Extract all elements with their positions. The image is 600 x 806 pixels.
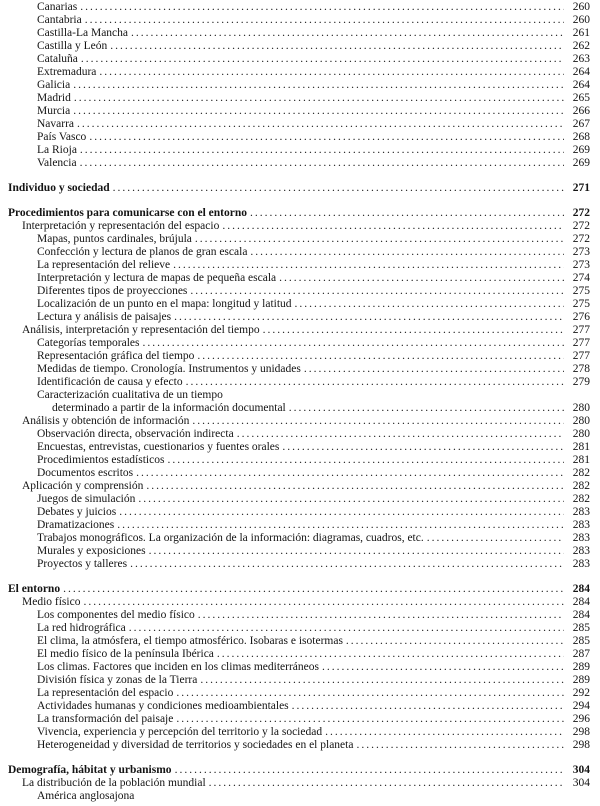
toc-entry-label: La representación del espacio: [37, 687, 174, 699]
toc-entry: [22, 415, 590, 428]
toc-entry-page: 261: [572, 27, 590, 39]
toc-entry: [37, 27, 590, 40]
toc-entry: [37, 454, 590, 467]
dot-leader: [119, 506, 564, 519]
toc-entry: [37, 376, 590, 389]
toc-entry-label: Demografía, hábitat y urbanismo: [8, 764, 172, 776]
toc-entry-page: 283: [572, 558, 590, 570]
toc-entry-label: Trabajos monográficos. La organización de la información: diagramas, cuadros, etc.: [37, 532, 424, 544]
dot-leader: [167, 454, 564, 467]
toc-entry-label: Castilla-La Mancha: [37, 27, 129, 39]
toc-entry-page: 287: [572, 648, 590, 660]
toc-entry-label: Confección y lectura de planos de gran escala: [37, 246, 248, 258]
toc-entry: [8, 207, 590, 220]
toc-entry-page: 266: [572, 105, 590, 117]
toc-entry-page: 262: [572, 40, 590, 52]
toc-entry-page: 272: [572, 207, 590, 219]
toc-entry-page: 296: [572, 713, 590, 725]
dot-leader: [346, 635, 564, 648]
toc-entry-page: 298: [572, 726, 590, 738]
toc-entry: [8, 764, 590, 777]
toc-entry: [37, 131, 590, 144]
toc-entry: [37, 285, 590, 298]
toc-entry-page: 281: [572, 441, 590, 453]
toc-entry-label: Identificación de causa y efecto: [37, 376, 183, 388]
toc-entry-page: 284: [572, 596, 590, 608]
toc-entry-page: 284: [572, 583, 590, 595]
dot-leader: [113, 182, 564, 195]
toc-entry-page: 269: [572, 157, 590, 169]
toc-entry-page: 263: [572, 53, 590, 65]
toc-entry-label: Lectura y análisis de paisajes: [37, 311, 172, 323]
toc-entry-label: Categorías temporales: [37, 337, 140, 349]
toc-entry-label: Interpretación y representación del espacio: [22, 220, 220, 232]
toc-entry: [37, 532, 590, 545]
dot-leader: [222, 220, 564, 233]
toc-entry-page: 277: [572, 337, 590, 349]
toc-entry-label: Los climas. Factores que inciden en los climas mediterráneos: [37, 661, 319, 673]
toc-entry-page: 280: [572, 428, 590, 440]
dot-leader: [131, 27, 564, 40]
toc-entry: [37, 726, 590, 739]
toc-entry-page: 294: [572, 700, 590, 712]
toc-entry: [37, 506, 590, 519]
toc-entry-label: Medio físico: [22, 596, 81, 608]
dot-leader: [217, 648, 564, 661]
dot-leader: [74, 92, 564, 105]
toc-entry: [37, 558, 590, 571]
toc-entry-page: 289: [572, 674, 590, 686]
toc-entry: [37, 92, 590, 105]
toc-entry-page: 276: [572, 311, 590, 323]
toc-entry-page: 285: [572, 622, 590, 634]
dot-leader: [85, 14, 564, 27]
toc-entry-label: La representación del relieve: [37, 259, 171, 271]
toc-entry-page: 267: [572, 118, 590, 130]
toc-entry-label: País Vasco: [37, 131, 87, 143]
toc-entry: [22, 596, 590, 609]
toc-entry-label: Murcia: [37, 105, 71, 117]
toc-entry: [37, 272, 590, 285]
toc-entry-label: La Rioja: [37, 144, 77, 156]
dot-leader: [250, 246, 564, 259]
toc-entry: [37, 363, 590, 376]
toc-entry-label: Representación gráfica del tiempo: [37, 350, 195, 362]
toc-entry-label: Cataluña: [37, 53, 78, 65]
dot-leader: [325, 726, 564, 739]
toc-entry: [22, 480, 590, 493]
dot-leader: [73, 105, 564, 118]
toc-entry-label: Navarra: [37, 118, 75, 130]
toc-entry: [8, 583, 590, 596]
toc-entry-label: Individuo y sociedad: [8, 182, 110, 194]
dot-leader: [200, 674, 564, 687]
toc-entry: [37, 713, 590, 726]
dot-leader: [250, 207, 564, 220]
toc-entry-label: determinado a partir de la información documental: [52, 402, 286, 414]
toc-entry: [37, 144, 590, 157]
toc-entry: [37, 14, 590, 27]
dot-leader: [195, 233, 564, 246]
toc-entry: [37, 311, 590, 324]
dot-leader: [89, 131, 564, 144]
toc-entry-page: 271: [572, 182, 590, 194]
toc-entry-label: Castilla y León: [37, 40, 108, 52]
toc-entry: [37, 519, 590, 532]
toc-entry-label: Observación directa, observación indirecta: [37, 428, 234, 440]
toc-entry-page: 268: [572, 131, 590, 143]
toc-entry: [37, 467, 590, 480]
toc-entry: [37, 635, 590, 648]
toc-entry-label: La red hidrográfica: [37, 622, 126, 634]
toc-entry: [37, 661, 590, 674]
toc-entry: [8, 182, 590, 195]
toc-entry-page: 274: [572, 272, 590, 284]
toc-entry-label: Debates y juicios: [37, 506, 117, 518]
toc-entry-label: Madrid: [37, 92, 71, 104]
dot-leader: [209, 777, 564, 790]
toc-entry-page: 282: [572, 480, 590, 492]
toc-entry: [37, 648, 590, 661]
dot-leader: [136, 467, 564, 480]
toc-entry-label: La transformación del paisaje: [37, 713, 174, 725]
toc-entry-page: 283: [572, 519, 590, 531]
dot-leader: [186, 376, 564, 389]
toc-entry: [22, 324, 590, 337]
toc-entry: [37, 259, 590, 272]
toc-entry: [37, 493, 590, 506]
toc-entry-page: 282: [572, 493, 590, 505]
table-of-contents: [8, 1, 590, 803]
toc-entry: [22, 220, 590, 233]
toc-entry: [37, 609, 590, 622]
dot-leader: [143, 337, 564, 350]
toc-entry-page: 289: [572, 661, 590, 673]
toc-entry-page: 275: [572, 298, 590, 310]
dot-leader: [289, 402, 564, 415]
toc-entry-label: El medio físico de la península Ibérica: [37, 648, 214, 660]
toc-entry-label: Caracterización cualitativa de un tiempo: [37, 389, 223, 401]
toc-entry-label: Valencia: [37, 157, 77, 169]
toc-entry-label: División física y zonas de la Tierra: [37, 674, 198, 686]
toc-entry-page: 272: [572, 220, 590, 232]
dot-leader: [190, 285, 564, 298]
dot-leader: [130, 558, 564, 571]
toc-entry: [37, 389, 590, 402]
dot-leader: [427, 532, 564, 545]
toc-entry-label: Diferentes tipos de proyecciones: [37, 285, 188, 297]
dot-leader: [197, 350, 564, 363]
toc-entry-label: El clima, la atmósfera, el tiempo atmosférico. Isobaras e isotermas: [37, 635, 343, 647]
toc-entry-label: Heterogeneidad y diversidad de territorios y sociedades en el planeta: [37, 739, 354, 751]
dot-leader: [192, 415, 564, 428]
dot-leader: [73, 79, 564, 92]
toc-entry-page: 304: [572, 764, 590, 776]
dot-leader: [81, 53, 564, 66]
toc-entry: [37, 246, 590, 259]
toc-entry-label: Extremadura: [37, 66, 97, 78]
toc-entry: [37, 53, 590, 66]
toc-entry-page: 282: [572, 467, 590, 479]
toc-entry-label: Mapas, puntos cardinales, brújula: [37, 233, 192, 245]
dot-leader: [263, 324, 564, 337]
toc-entry-page: 260: [572, 14, 590, 26]
toc-entry-page: 273: [572, 259, 590, 271]
dot-leader: [176, 687, 564, 700]
toc-entry-label: Murales y exposiciones: [37, 545, 146, 557]
toc-entry-page: 265: [572, 92, 590, 104]
dot-leader: [99, 66, 564, 79]
dot-leader: [83, 596, 564, 609]
toc-entry-label: Análisis, interpretación y representación del tiempo: [22, 324, 260, 336]
dot-leader: [176, 713, 564, 726]
toc-entry: [37, 66, 590, 79]
dot-leader: [175, 764, 564, 777]
toc-entry-label: Vivencia, experiencia y percepción del territorio y la sociedad: [37, 726, 323, 738]
toc-entry-page: 285: [572, 635, 590, 647]
toc-entry-page: 269: [572, 144, 590, 156]
toc-entry-label: América anglosajona: [37, 790, 135, 802]
toc-entry: [37, 674, 590, 687]
toc-entry-page: 280: [572, 402, 590, 414]
toc-entry: [37, 350, 590, 363]
toc-entry: [37, 298, 590, 311]
toc-entry-page: 264: [572, 79, 590, 91]
toc-entry-label: Procedimientos para comunicarse con el entorno: [8, 207, 248, 219]
dot-leader: [237, 428, 564, 441]
toc-entry: [37, 79, 590, 92]
toc-entry: [37, 118, 590, 131]
toc-entry-page: 283: [572, 532, 590, 544]
toc-entry: [37, 1, 590, 14]
toc-entry-page: 280: [572, 415, 590, 427]
toc-entry: [37, 700, 590, 713]
toc-entry-page: 277: [572, 324, 590, 336]
dot-leader: [117, 519, 564, 532]
toc-entry-label: Procedimientos estadísticos: [37, 454, 165, 466]
toc-entry-label: Aplicación y comprensión: [22, 480, 144, 492]
toc-entry-label: Encuestas, entrevistas, cuestionarios y fuentes orales: [37, 441, 280, 453]
dot-leader: [80, 144, 564, 157]
toc-entry: [37, 337, 590, 350]
toc-entry-label: La distribución de la población mundial: [22, 777, 206, 789]
toc-entry-label: Proyectos y talleres: [37, 558, 128, 570]
toc-entry: [37, 687, 590, 700]
toc-entry-page: 260: [572, 1, 590, 13]
toc-entry: [37, 105, 590, 118]
toc-entry-page: 283: [572, 545, 590, 557]
toc-entry-page: 283: [572, 506, 590, 518]
toc-entry: [37, 233, 590, 246]
dot-leader: [282, 441, 564, 454]
toc-entry-label: Localización de un punto en el mapa: longitud y latitud: [37, 298, 292, 310]
dot-leader: [173, 259, 564, 272]
toc-entry: [37, 428, 590, 441]
toc-entry: [37, 622, 590, 635]
toc-entry-page: 275: [572, 285, 590, 297]
dot-leader: [174, 311, 564, 324]
toc-entry-label: Juegos de simulación: [37, 493, 136, 505]
toc-entry: [37, 545, 590, 558]
toc-entry-label: El entorno: [8, 583, 61, 595]
toc-entry-label: Documentos escritos: [37, 467, 134, 479]
toc-entry-page: 292: [572, 687, 590, 699]
dot-leader: [77, 118, 564, 131]
toc-entry-page: 264: [572, 66, 590, 78]
dot-leader: [110, 40, 564, 53]
toc-entry-page: 298: [572, 739, 590, 751]
dot-leader: [322, 661, 564, 674]
dot-leader: [80, 1, 564, 14]
dot-leader: [292, 700, 564, 713]
toc-entry-page: 277: [572, 350, 590, 362]
toc-entry-label: Cantabria: [37, 14, 82, 26]
toc-entry-page: 273: [572, 246, 590, 258]
dot-leader: [279, 272, 564, 285]
toc-entry-label: Canarias: [37, 1, 78, 13]
toc-entry-label: Galicia: [37, 79, 71, 91]
dot-leader: [138, 493, 564, 506]
toc-entry-page: 278: [572, 363, 590, 375]
toc-entry: [22, 777, 590, 790]
toc-entry-page: 304: [572, 777, 590, 789]
toc-entry-page: 272: [572, 233, 590, 245]
toc-entry-label: Medidas de tiempo. Cronología. Instrumentos y unidades: [37, 363, 301, 375]
dot-leader: [295, 298, 564, 311]
dot-leader: [63, 583, 564, 596]
dot-leader: [146, 480, 564, 493]
toc-entry: [37, 40, 590, 53]
dot-leader: [198, 609, 564, 622]
dot-leader: [149, 545, 564, 558]
toc-entry: [37, 157, 590, 170]
toc-entry-label: Dramatizaciones: [37, 519, 115, 531]
toc-entry: [37, 441, 590, 454]
toc-entry-label: Actividades humanas y condiciones medioambientales: [37, 700, 289, 712]
toc-entry: [52, 402, 590, 415]
toc-entry-page: 281: [572, 454, 590, 466]
toc-entry: [37, 739, 590, 752]
toc-entry-label: Los componentes del medio físico: [37, 609, 195, 621]
dot-leader: [304, 363, 564, 376]
toc-entry-label: Interpretación y lectura de mapas de pequeña escala: [37, 272, 277, 284]
toc-entry-page: 284: [572, 609, 590, 621]
toc-entry: [37, 790, 590, 803]
toc-entry-label: Análisis y obtención de información: [22, 415, 190, 427]
dot-leader: [356, 739, 564, 752]
toc-entry-page: 279: [572, 376, 590, 388]
dot-leader: [129, 622, 564, 635]
dot-leader: [80, 157, 564, 170]
